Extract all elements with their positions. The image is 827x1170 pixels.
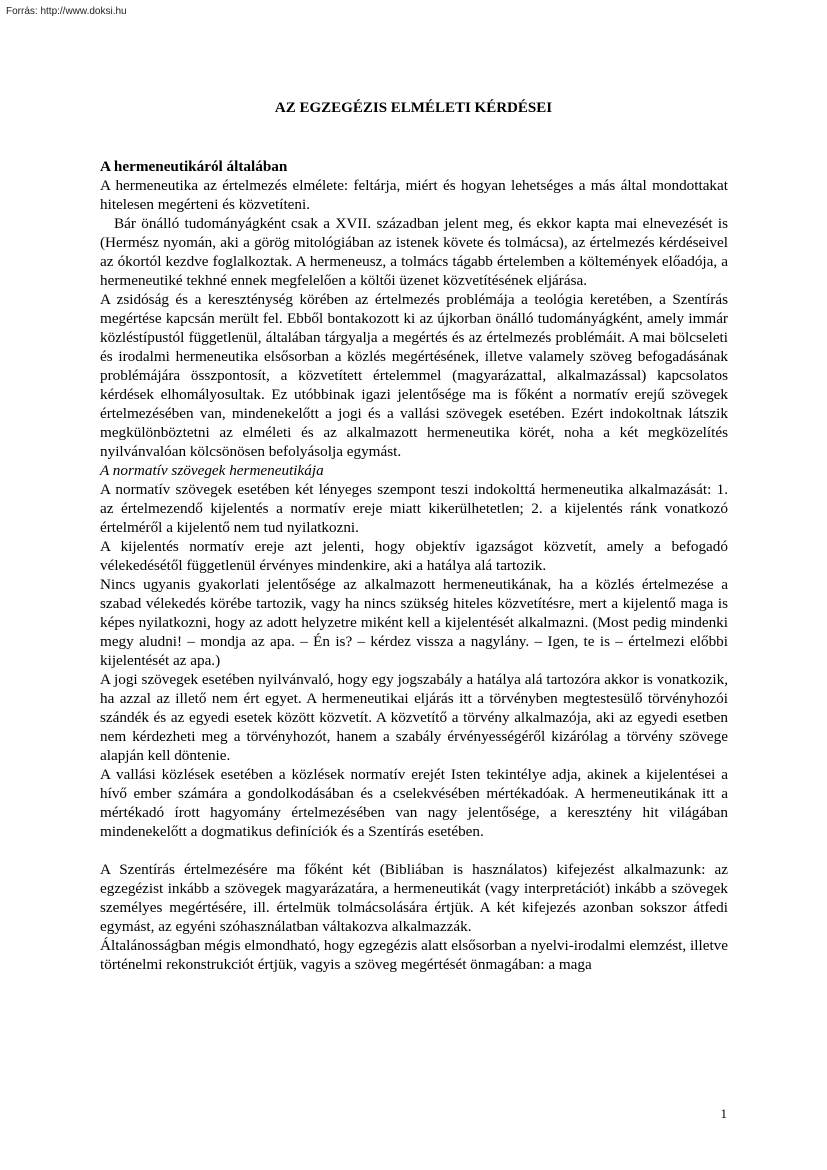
paragraph: A Szentírás értelmezésére ma főként két (Bibliában is használatos) kifejezést alkalmazunk: az egzegézist inkább a szövegek magyarázatára, a hermeneutikát (vagy interpretációt) inkább a szövegek személyes megértésére, ill. értelmük tolmácsolására értjük. A két kifejezés azonban sokszor átfedi egymást, az egyéni szóhasználatban váltakozva alkalmazzák. bbox=[100, 861, 728, 935]
paragraph: Általánosságban mégis elmondható, hogy egzegézis alatt elsősorban a nyelvi-irodalmi elemzést, illetve történelmi rekonstrukciót értjük, vagyis a szöveg megértését önmagában: a maga bbox=[100, 937, 728, 973]
paragraph: Nincs ugyanis gyakorlati jelentősége az alkalmazott hermeneutikának, ha a közlés értelmezése a szabad vélekedés körébe tartozik, vagy ha nincs szükség hiteles közvetítésre, mert a kijelentő maga is képes nyilatkozni, hogy az adott helyzetre miként kell a kijelentését alkalmazni. (Most pedig mindenki megy aludni! – mondja az apa. – Én is? – kérdez vissza a nagylány. – Igen, te is – értelmezi előbbi kijelentését az apa.) bbox=[100, 576, 728, 669]
paragraph: A kijelentés normatív ereje azt jelenti, hogy objektív igazságot közvetít, amely a befogadó vélekedésétől függetlenül érvényes mindenkire, aki a hatálya alá tartozik. bbox=[100, 538, 728, 574]
paragraph: Bár önálló tudományágként csak a XVII. században jelent meg, és ekkor kapta mai elnevezését is (Hermész nyomán, aki a görög mitológiában az istenek követe és tolmácsa), az értelmezés kérdéseivel az ókortól kezdve foglalkoztak. A hermeneusz, a tolmács tágabb értelemben a költemények előadója, a hermeneutiké tekhné ennek megfelelően a költői üzenet közvetítésének eljárása. bbox=[100, 215, 728, 289]
section-heading-normative-texts: A normatív szövegek hermeneutikája bbox=[100, 462, 324, 479]
page-number: 1 bbox=[720, 1106, 727, 1121]
paragraph: A zsidóság és a kereszténység körében az értelmezés problémája a teológia keretében, a Szentírás megértése kapcsán merült fel. Ebből bontakozott ki az újkorban önálló tudományágként, amely immár közléstípustól függetlenül, általában tárgyalja a megértés és az értelmezés problémáit. A mai bölcseleti és irodalmi hermeneutika elsősorban a közlés megértésének, illetve valamely szöveg befogadásának problémájára összpontosít, a közvetített értelemmel (magyarázattal, alkalmazással) kapcsolatos kérdések elhomályosultak. Ez utóbbinak igazi jelentősége ma is főként a normatív erejű szövegek értelmezésében van, mindenekelőtt a jogi és a vallási szövegek esetében. Ezért indokoltnak látszik megkülönböztetni az elméleti és az alkalmazott hermeneutika körét, noha a két megközelítés nyilvánvalóan kölcsönösen befolyásolja egymást. bbox=[100, 291, 728, 460]
document-body bbox=[100, 157, 728, 974]
page-title: AZ EGZEGÉZIS ELMÉLETI KÉRDÉSEI bbox=[274, 100, 553, 116]
paragraph: A normatív szövegek esetében két lényeges szempont teszi indokolttá hermeneutika alkalmazását: 1. az értelmezendő kijelentés a normatív ereje miatt kikerülhetetlen; 2. a kijelentés ránk vonatkozó értelméről a kijelentő nem tud nyilatkozni. bbox=[100, 481, 728, 536]
section-heading-hermeneutics: A hermeneutikáról általában bbox=[100, 158, 288, 175]
paragraph: A vallási közlések esetében a közlések normatív erejét Isten tekintélye adja, akinek a kijelentései a hívő ember számára a gondolkodásában és a cselekvésében mértékadóak. A hermeneutikának itt a mértékadó írott hagyomány értelmezésében van nagy jelentősége, a keresztény hit világában mindenekelőtt a dogmatikus definíciók és a Szentírás esetében. bbox=[100, 766, 728, 840]
source-note: Forrás: http://www.doksi.hu bbox=[6, 6, 127, 17]
paragraph: A hermeneutika az értelmezés elmélete: feltárja, miért és hogyan lehetséges a más által mondottakat hitelesen megérteni és közvetíteni. bbox=[100, 177, 728, 213]
paragraph: A jogi szövegek esetében nyilvánvaló, hogy egy jogszabály a hatálya alá tartozóra akkor is vonatkozik, ha azzal az illető nem ért egyet. A hermeneutikai eljárás itt a törvényben megtestesülő törvényhozói szándék és az egyedi esetek között közvetít. A közvetítő a törvény alkalmazója, aki az egyedi esetben nem kérdezheti meg a törvényhozót, hanem a szabály érvényességéről kizárólag a törvény szövege alapján kell döntenie. bbox=[100, 671, 728, 764]
